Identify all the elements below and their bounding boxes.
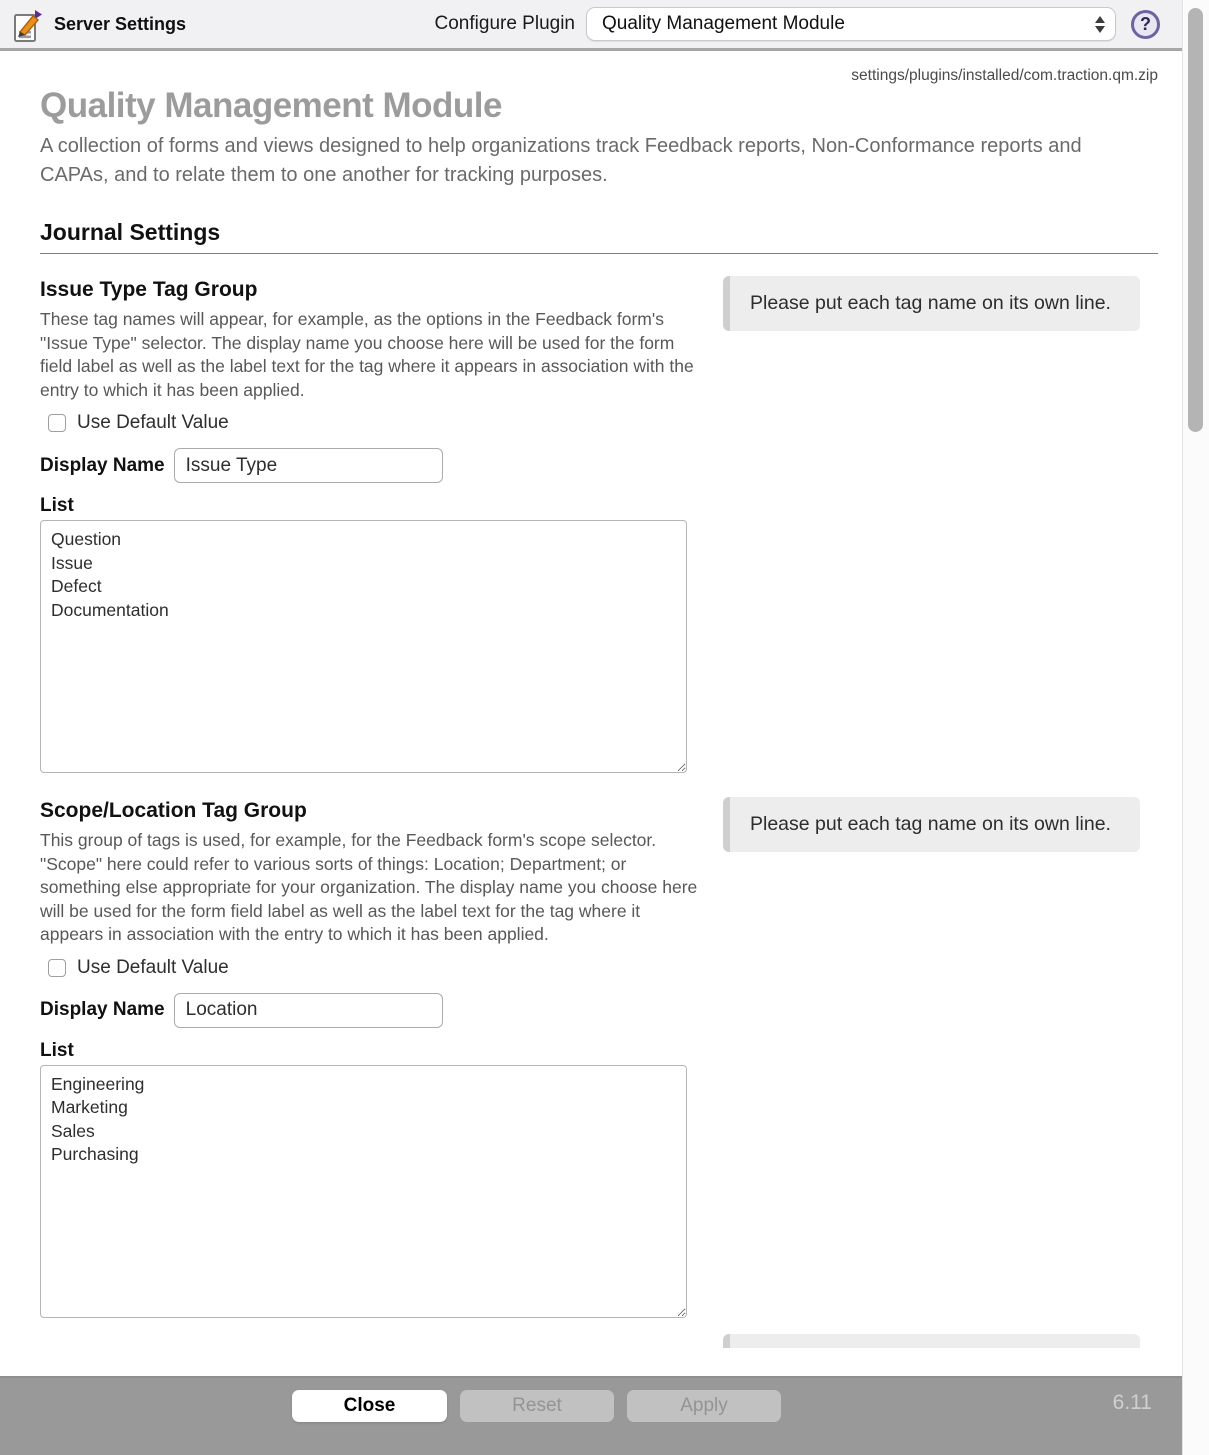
configure-plugin-label: Configure Plugin [434, 13, 575, 34]
use-default-checkbox-2[interactable] [48, 959, 66, 977]
select-arrows-icon [1095, 16, 1105, 33]
apply-button[interactable]: Apply [627, 1390, 781, 1422]
note-box-scope-location: Please put each tag name on its own line. [723, 797, 1140, 852]
reset-button[interactable]: Reset [460, 1390, 614, 1422]
display-name-row-1 [40, 448, 1158, 483]
list-label-1: List [40, 495, 74, 516]
note-box-next-section-peek [723, 1334, 1140, 1348]
list-textarea-1[interactable] [40, 520, 687, 773]
server-settings-icon [12, 7, 44, 43]
use-default-row-1 [40, 412, 1158, 434]
scope-location-heading: Scope/Location Tag Group [40, 799, 307, 822]
use-default-label-2: Use Default Value [77, 956, 229, 978]
close-button[interactable]: Close [292, 1390, 447, 1422]
use-default-label-1: Use Default Value [77, 412, 229, 433]
plugin-path: settings/plugins/installed/com.traction.qm.zip [851, 67, 1158, 84]
version-label: 6.11 [1112, 1391, 1152, 1414]
plugin-select-dropdown[interactable] [586, 7, 1116, 41]
display-name-label-2: Display Name [40, 999, 165, 1020]
footer-buttons [292, 1390, 781, 1422]
plugin-description: A collection of forms and views designed to help organizations track Feedback reports, Non-Conformance reports and CAPAs, and to relate them to one another for tracking purposes. [40, 135, 1082, 186]
top-bar [0, 0, 1182, 51]
scope-location-description: This group of tags is used, for example, for the Feedback form's scope selector. "Scope" here could refer to various sorts of things: Location; Department; or something else appropriate for your organization. The display name you choose here will be used for the form field label as well as the label text for the tag where it appears in association with the entry to which it has been applied. [40, 830, 698, 944]
plugin-title: Quality Management Module [40, 86, 502, 125]
note-box-issue-type: Please put each tag name on its own line. [723, 276, 1140, 331]
display-name-input-2[interactable] [174, 993, 443, 1028]
use-default-row-2 [40, 957, 1158, 979]
list-label-2: List [40, 1039, 74, 1061]
section-scope-location-tag-group [40, 797, 1158, 1318]
display-name-label-1: Display Name [40, 454, 165, 476]
issue-type-heading: Issue Type Tag Group [40, 278, 258, 301]
vertical-scrollbar-track[interactable] [1182, 0, 1209, 1455]
plugin-select-value: Quality Management Module [602, 13, 845, 34]
section-issue-type-tag-group [40, 276, 1158, 773]
issue-type-description: These tag names will appear, for example, as the options in the Feedback form's "Issue Type" selector. The display name you choose here will be used for the form field label as well as the label text for the tag where it appears in association with the entry to which it has been applied. [40, 309, 694, 400]
use-default-checkbox-1[interactable] [48, 414, 66, 432]
list-textarea-2[interactable] [40, 1065, 687, 1318]
page-title-server-settings: Server Settings [54, 13, 187, 34]
journal-settings-heading: Journal Settings [40, 219, 1158, 254]
display-name-input-1[interactable] [174, 448, 443, 483]
display-name-row-2 [40, 993, 1158, 1028]
vertical-scrollbar-thumb[interactable] [1188, 8, 1203, 432]
help-icon[interactable]: ? [1131, 10, 1160, 39]
content-area [0, 54, 1182, 1455]
footer-bar [0, 1376, 1182, 1455]
